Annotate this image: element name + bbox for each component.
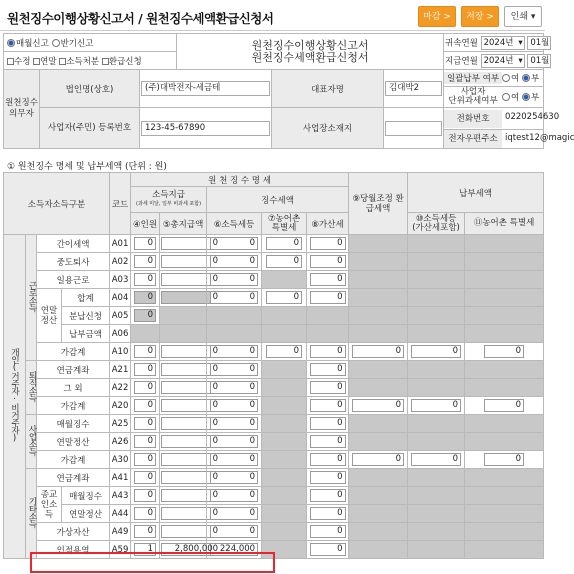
biz-label: 사업자(주민) 등록번호 <box>40 108 140 149</box>
a30-v10-input[interactable]: 0 <box>411 453 461 466</box>
h8: ⑧가산세 <box>307 213 349 235</box>
pay-year-select[interactable] <box>481 54 525 68</box>
code-a59: A59 <box>110 541 131 559</box>
a03-v6-input[interactable]: 0 <box>210 273 258 286</box>
a21-v4-input[interactable]: 0 <box>134 363 156 376</box>
withholder-label: 원천징수 의무자 <box>4 70 40 149</box>
a41-v8-input[interactable]: 0 <box>310 471 346 484</box>
group-individual-label: 개인(거주자·비거주자) <box>9 347 20 443</box>
row-label: 중도퇴사 <box>37 253 110 271</box>
unit-label-2: 단위과세여부 <box>448 96 498 106</box>
a22-v4-input[interactable]: 0 <box>134 381 156 394</box>
row-label: 그 외 <box>37 379 110 397</box>
unit-yes-radio[interactable] <box>502 93 510 101</box>
corp-input[interactable]: (주)대박전자-세금테 <box>141 81 270 96</box>
a26-v6-input[interactable]: 0 <box>210 435 258 448</box>
code-a04: A04 <box>110 289 131 307</box>
a22-v5-input[interactable]: 0 <box>161 381 221 394</box>
row-label: 연말정산 <box>62 505 110 523</box>
a10-v6-input[interactable]: 0 <box>210 345 258 358</box>
row-label: 연금계좌 <box>37 469 110 487</box>
a03-v5-input[interactable]: 0 <box>161 273 221 286</box>
row-label: 연금계좌 <box>37 361 110 379</box>
code-a44: A44 <box>110 505 131 523</box>
a20-v8-input[interactable]: 0 <box>310 399 346 412</box>
a21-v6-input[interactable]: 0 <box>210 363 258 376</box>
a02-v7-input[interactable]: 0 <box>266 255 302 268</box>
a10-v10-input[interactable]: 0 <box>411 345 461 358</box>
withholding-table <box>3 172 544 559</box>
code-a20: A20 <box>110 397 131 415</box>
pay-header <box>131 187 207 213</box>
report-type-row2 <box>4 52 177 70</box>
addr-input[interactable] <box>385 121 442 136</box>
pay-year-value: 2024년 <box>483 55 514 66</box>
header-table <box>3 33 574 149</box>
page-title: 원천징수이행상황신고서 / 원천징수세액환급신청서 <box>7 11 274 26</box>
row-label: 인적용역 <box>37 541 110 559</box>
a43-v5-input[interactable]: 0 <box>161 489 221 502</box>
group-business-label: 사업소득 <box>27 425 37 455</box>
save-button[interactable]: 저장 > <box>461 6 499 27</box>
paytax-header: 납부세액 <box>408 173 544 213</box>
a26-v4-input[interactable]: 0 <box>134 435 156 448</box>
row-label: 일용근로 <box>37 271 110 289</box>
a30-v6-input[interactable]: 0 <box>210 453 258 466</box>
a21-v5-input[interactable]: 0 <box>161 363 221 376</box>
lump-yes-label: 여 <box>511 74 520 84</box>
group-other <box>26 469 37 559</box>
a04-v6-input[interactable]: 0 <box>210 291 258 304</box>
yearend-label: 연말 <box>40 56 57 67</box>
a30-v8-input[interactable]: 0 <box>310 453 346 466</box>
a41-v5-input[interactable]: 0 <box>161 471 221 484</box>
group-other-label: 기타소득 <box>27 497 37 527</box>
a10-v9-input[interactable]: 0 <box>352 345 404 358</box>
refund-label: 환급신청 <box>108 56 142 67</box>
tel-cell <box>444 108 560 130</box>
group-religion <box>37 487 62 523</box>
tel-input[interactable]: 0220254630 <box>502 111 542 126</box>
a20-v4-input[interactable]: 0 <box>134 399 156 412</box>
h11: ⑪농어촌 특별세 <box>465 213 544 235</box>
a25-v5-input[interactable]: 0 <box>161 417 221 430</box>
row-label: 납부금액 <box>62 325 110 343</box>
h7: ⑦농어촌 특별세 <box>262 213 307 235</box>
a43-v4-input[interactable]: 0 <box>134 489 156 502</box>
a30-v9-input[interactable]: 0 <box>352 453 404 466</box>
h10: ⑩소득세등 (가산세포함) <box>408 213 465 235</box>
a44-v8-input[interactable]: 0 <box>310 507 346 520</box>
a25-v6-input[interactable]: 0 <box>210 417 258 430</box>
a25-v8-input[interactable]: 0 <box>310 417 346 430</box>
a43-v8-input[interactable]: 0 <box>310 489 346 502</box>
code-a21: A21 <box>110 361 131 379</box>
attr-period <box>444 34 550 52</box>
a10-v8-input[interactable]: 0 <box>310 345 346 358</box>
amended-label: 수정 <box>14 56 31 67</box>
chevron-down-icon: ▾ <box>518 37 523 48</box>
wh-detail-header: 원 천 징 수 명 세 <box>131 173 349 187</box>
a26-v8-input[interactable]: 0 <box>310 435 346 448</box>
a43-v6-input[interactable]: 0 <box>210 489 258 502</box>
code-a01: A01 <box>110 235 131 253</box>
code-a06: A06 <box>110 325 131 343</box>
attr-label: 귀속연월 <box>445 38 478 48</box>
group-retire <box>26 361 37 415</box>
attr-month-select[interactable] <box>527 36 551 50</box>
income-type-header: 소득자소득구분 <box>4 173 110 235</box>
code-a02: A02 <box>110 253 131 271</box>
monthly-label: 매월신고 <box>16 38 49 49</box>
attr-month-value: 01월 <box>530 37 550 48</box>
a44-v5-input[interactable]: 0 <box>161 507 221 520</box>
lump-label: 일괄납부 여부 <box>444 72 502 84</box>
row-label: 합계 <box>62 289 110 307</box>
code-a30: A30 <box>110 451 131 469</box>
a04-v5-input[interactable]: 0 <box>161 291 221 304</box>
a20-v5-input[interactable]: 0 <box>161 399 221 412</box>
a20-v10-input[interactable]: 0 <box>411 399 461 412</box>
form-title-1: 원천징수이행상황신고서 <box>251 38 369 52</box>
a44-v6-input[interactable]: 0 <box>210 507 258 520</box>
pay-month-select[interactable] <box>527 54 551 68</box>
yearend-label: 연말정산 <box>40 305 58 326</box>
h4: ④인원 <box>131 213 160 235</box>
code-a22: A22 <box>110 379 131 397</box>
code-header: 코드 <box>110 173 131 235</box>
group-retire-label: 퇴직소득 <box>27 371 37 401</box>
a05-v4-input[interactable]: 0 <box>134 309 156 322</box>
pay-header-title: 소득지급 <box>152 189 185 200</box>
refund-checkbox[interactable] <box>102 58 109 65</box>
row-label: 연말정산 <box>37 433 110 451</box>
group-yearend <box>37 289 62 343</box>
tax-header: 징수세액 <box>207 187 349 213</box>
a26-v5-input[interactable]: 0 <box>161 435 221 448</box>
a22-v6-input[interactable]: 0 <box>210 381 258 394</box>
monthly-radio[interactable] <box>7 39 15 47</box>
a30-v5-input[interactable]: 0 <box>161 453 221 466</box>
a02-v5-input[interactable]: 0 <box>161 255 221 268</box>
divider <box>0 30 545 31</box>
unit-yes-label: 여 <box>511 93 520 103</box>
a59-v5-input[interactable]: 2,800,000 <box>161 543 221 556</box>
pay-month-value: 01월 <box>530 55 550 66</box>
unit-label-1: 사업자 <box>460 87 486 97</box>
attr-year-select[interactable] <box>481 36 525 50</box>
a49-v8-input[interactable]: 0 <box>310 525 346 538</box>
a02-v4-input[interactable]: 0 <box>134 255 156 268</box>
a49-v5-input[interactable]: 0 <box>161 525 221 538</box>
deadline-button[interactable]: 마감 > <box>418 6 456 27</box>
a04-v4-input[interactable]: 0 <box>134 291 156 304</box>
income-disposal-label: 소득처분 <box>66 56 100 67</box>
row-label: 매월징수 <box>62 487 110 505</box>
a49-v4-input[interactable]: 0 <box>134 525 156 538</box>
email-cell <box>444 130 574 149</box>
code-a43: A43 <box>110 487 131 505</box>
a01-v4-input[interactable]: 0 <box>134 237 156 250</box>
a59-v8-input[interactable]: 0 <box>310 543 346 556</box>
group-labor-label: 근로소득 <box>27 281 37 311</box>
form-title-2: 원천징수세액환급신청서 <box>251 50 369 64</box>
row-label: 가감계 <box>37 451 110 469</box>
a04-v8-input[interactable]: 0 <box>310 291 346 304</box>
religion-label: 종교인소득 <box>40 489 58 520</box>
rep-label: 대표자명 <box>272 70 384 108</box>
row-label: 매월징수 <box>37 415 110 433</box>
code-a49: A49 <box>110 523 131 541</box>
chevron-down-icon: ▾ <box>530 12 536 22</box>
code-a03: A03 <box>110 271 131 289</box>
row-label: 가상자산 <box>37 523 110 541</box>
pay-label: 지급연월 <box>445 56 478 66</box>
a01-v8-input[interactable]: 0 <box>310 237 346 250</box>
a22-v8-input[interactable]: 0 <box>310 381 346 394</box>
row-label: 가감계 <box>37 397 110 415</box>
a21-v8-input[interactable]: 0 <box>310 363 346 376</box>
group-labor <box>26 235 37 361</box>
code-a41: A41 <box>110 469 131 487</box>
a04-v7-input[interactable]: 0 <box>266 291 302 304</box>
a01-v7-input[interactable]: 0 <box>266 237 302 250</box>
biz-input[interactable]: 123-45-67890 <box>141 121 270 136</box>
rep-input[interactable]: 김대박2 <box>385 81 442 96</box>
group-business <box>26 415 37 469</box>
pay-header-note: (과세 미달, 일부 비과세 포함) <box>136 200 202 207</box>
email-input[interactable]: iqtest12@magic <box>502 132 542 147</box>
a02-v8-input[interactable]: 0 <box>310 255 346 268</box>
code-a26: A26 <box>110 433 131 451</box>
h6: ⑥소득세등 <box>207 213 262 235</box>
a01-v6-input[interactable]: 0 <box>210 237 258 250</box>
report-type-row1 <box>4 34 177 52</box>
lump-no-label: 부 <box>530 74 540 84</box>
group-individual <box>4 235 26 559</box>
pay-period <box>444 52 550 70</box>
a10-v4-input[interactable]: 0 <box>134 345 156 358</box>
h5: ⑤총지급액 <box>160 213 207 235</box>
a10-v5-input[interactable]: 0 <box>161 345 221 358</box>
a02-v6-input[interactable]: 0 <box>210 255 258 268</box>
a03-v4-input[interactable]: 0 <box>134 273 156 286</box>
unit-no-radio[interactable] <box>522 93 530 101</box>
lump-no-radio[interactable] <box>522 74 530 82</box>
row-label: 분납신청 <box>62 307 110 325</box>
addr-label: 사업장소재지 <box>272 108 384 149</box>
row-label: 가감계 <box>37 343 110 361</box>
lump-unit-cell <box>444 70 544 108</box>
email-label: 전자우편주소 <box>444 130 502 148</box>
code-a10: A10 <box>110 343 131 361</box>
code-a25: A25 <box>110 415 131 433</box>
a30-v4-input[interactable]: 0 <box>134 453 156 466</box>
print-label: 인쇄 <box>510 12 528 22</box>
section-title: ① 원천징수 명세 및 납부세액 (단위 : 원) <box>7 162 167 172</box>
corp-label: 법인명(상호) <box>40 70 140 108</box>
a25-v4-input[interactable]: 0 <box>134 417 156 430</box>
print-button[interactable] <box>504 6 542 27</box>
a41-v6-input[interactable]: 0 <box>210 471 258 484</box>
lump-yes-radio[interactable] <box>502 74 510 82</box>
code-a05: A05 <box>110 307 131 325</box>
chevron-down-icon: ▾ <box>518 55 523 66</box>
highlight-box <box>30 552 275 573</box>
a44-v4-input[interactable]: 0 <box>134 507 156 520</box>
a59-v6-input[interactable]: 224,000 <box>210 543 258 556</box>
a49-v6-input[interactable]: 0 <box>210 525 258 538</box>
semiannual-radio[interactable] <box>52 39 60 47</box>
a10-v11-input[interactable]: 0 <box>484 345 524 358</box>
a41-v4-input[interactable]: 0 <box>134 471 156 484</box>
a10-v7-input[interactable]: 0 <box>266 345 302 358</box>
unit-label <box>444 88 502 106</box>
a20-v11-input[interactable]: 0 <box>484 399 524 412</box>
adjust-header: ⑨당월조정 환급세액 <box>349 173 408 235</box>
tel-label: 전화번호 <box>444 110 502 128</box>
a20-v9-input[interactable]: 0 <box>352 399 404 412</box>
amended-checkbox[interactable] <box>7 58 14 65</box>
a59-v4-input[interactable]: 1 <box>134 543 156 556</box>
semiannual-label: 반기신고 <box>60 38 94 49</box>
attr-year-value: 2024년 <box>483 37 514 48</box>
unit-no-label: 부 <box>530 93 540 103</box>
a30-v11-input[interactable]: 0 <box>484 453 524 466</box>
a03-v8-input[interactable]: 0 <box>310 273 346 286</box>
a20-v6-input[interactable]: 0 <box>210 399 258 412</box>
row-label: 간이세액 <box>37 235 110 253</box>
a01-v5-input[interactable]: 0 <box>161 237 221 250</box>
form-title <box>177 34 444 70</box>
